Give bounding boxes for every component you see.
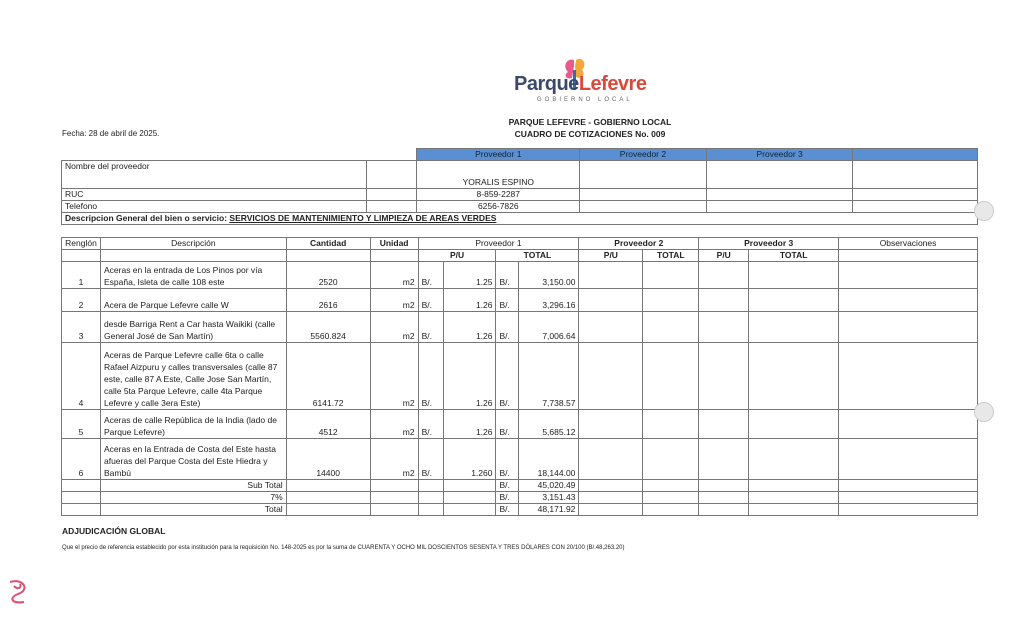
row-pu-currency: B/. (418, 289, 443, 312)
row-unit: m2 (370, 410, 418, 439)
blank-header (853, 149, 978, 161)
binder-hole (974, 402, 994, 422)
empty-cell (579, 343, 643, 410)
row-total-currency: B/. (496, 289, 519, 312)
col-proveedor2: Proveedor 2 (579, 238, 699, 250)
empty-cell (579, 439, 643, 480)
empty-cell (699, 262, 749, 289)
empty-cell (643, 410, 699, 439)
row-quantity: 5560.824 (286, 312, 370, 343)
signature-mark-icon (4, 576, 34, 608)
total-currency: B/. (496, 504, 519, 516)
row-total: 18,144.00 (519, 439, 579, 480)
empty-cell (839, 439, 978, 480)
row-description: desde Barriga Rent a Car hasta Waikiki (calle General José de San Martín) (100, 312, 286, 343)
subtotal-label: Sub Total (100, 480, 286, 492)
row-total: 7,006.64 (519, 312, 579, 343)
tax-label: 7% (100, 492, 286, 504)
row-quantity: 2616 (286, 289, 370, 312)
provider3-header: Proveedor 3 (706, 149, 853, 161)
row-pu-currency: B/. (418, 410, 443, 439)
empty-cell (749, 410, 839, 439)
telefono-label: Telefono (62, 201, 367, 213)
date-label: Fecha: 28 de abril de 2025. (62, 129, 160, 138)
ruc-label: RUC (62, 189, 367, 201)
col-p2-total: TOTAL (643, 250, 699, 262)
table-row (62, 262, 978, 289)
empty-cell (643, 439, 699, 480)
col-observaciones: Observaciones (839, 238, 978, 250)
empty-cell (579, 410, 643, 439)
table-row (62, 343, 978, 410)
row-pu-currency: B/. (418, 343, 443, 410)
row-total: 3,296.16 (519, 289, 579, 312)
total-value: 48,171.92 (519, 504, 579, 516)
empty-cell (643, 289, 699, 312)
row-quantity: 4512 (286, 410, 370, 439)
quotation-table (61, 237, 978, 516)
empty-cell (699, 312, 749, 343)
empty-cell (579, 262, 643, 289)
nombre-value: YORALIS ESPINO (417, 161, 580, 189)
row-unit-price: 1.26 (443, 343, 496, 410)
row-pu-currency: B/. (418, 262, 443, 289)
col-cantidad: Cantidad (286, 238, 370, 250)
description-label: Descripcion General del bien o servicio: (65, 213, 228, 223)
provider-info-table (61, 148, 978, 225)
col-unidad: Unidad (370, 238, 418, 250)
row-total: 3,150.00 (519, 262, 579, 289)
tax-value: 3,151.43 (519, 492, 579, 504)
row-unit: m2 (370, 312, 418, 343)
empty-cell (749, 312, 839, 343)
table-row (62, 312, 978, 343)
logo-name-part1: Parque (514, 73, 579, 95)
empty-cell (749, 289, 839, 312)
subtotal-value: 45,020.49 (519, 480, 579, 492)
col-p2-pu: P/U (579, 250, 643, 262)
row-unit: m2 (370, 289, 418, 312)
empty-cell (839, 343, 978, 410)
empty-cell (643, 312, 699, 343)
row-quantity: 6141.72 (286, 343, 370, 410)
empty-cell (839, 262, 978, 289)
row-number: 6 (62, 439, 101, 480)
row-unit: m2 (370, 439, 418, 480)
row-unit-price: 1.26 (443, 312, 496, 343)
logo-subtitle: GOBIERNO LOCAL (537, 97, 633, 103)
row-unit-price: 1.260 (443, 439, 496, 480)
subtotal-currency: B/. (496, 480, 519, 492)
empty-cell (749, 343, 839, 410)
quote-number: CUADRO DE COTIZACIONES No. 009 (514, 129, 666, 139)
empty-cell (699, 289, 749, 312)
empty-cell (839, 410, 978, 439)
row-number: 1 (62, 262, 101, 289)
empty-cell (643, 262, 699, 289)
nombre-label: Nombre del proveedor (62, 161, 367, 189)
row-number: 3 (62, 312, 101, 343)
row-description: Aceras de Parque Lefevre calle 6ta o calle Rafael Aizpuru y calles transversales (calle 87 este, calle 87 A Este, Calle Jose San Martín, calle 5ta Parque Lefevre, calle 4ta Parque Lefevre y calle 3era Este) (100, 343, 286, 410)
adjudicacion-heading: ADJUDICACIÓN GLOBAL (62, 526, 166, 536)
col-p3-pu: P/U (699, 250, 749, 262)
binder-hole (974, 201, 994, 221)
total-label: Total (100, 504, 286, 516)
col-proveedor1: Proveedor 1 (418, 238, 579, 250)
reference-price-note: Que el precio de referencia establecido por esta institución para la requisición No. 148-2025 es por la suma de CUARENTA Y OCHO MIL DOSCIENTOS SESENTA Y TRES DÓLARES CON 20/100 (B/.48,263.20) (62, 545, 625, 551)
row-number: 2 (62, 289, 101, 312)
row-unit: m2 (370, 262, 418, 289)
empty-cell (699, 439, 749, 480)
row-total: 5,685.12 (519, 410, 579, 439)
provider2-header: Proveedor 2 (580, 149, 707, 161)
empty-cell (839, 289, 978, 312)
row-pu-currency: B/. (418, 312, 443, 343)
document-title: PARQUE LEFEVRE - GOBIERNO LOCAL (508, 117, 672, 127)
row-total-currency: B/. (496, 343, 519, 410)
empty-cell (749, 439, 839, 480)
provider1-header: Proveedor 1 (417, 149, 580, 161)
row-total: 7,738.57 (519, 343, 579, 410)
row-unit-price: 1.25 (443, 262, 496, 289)
row-description: Aceras en la entrada de Los Pinos por vía España, Isleta de calle 108 este (100, 262, 286, 289)
row-description: Aceras en la Entrada de Costa del Este hasta afueras del Parque Costa del Este Hiedra y Bambú (100, 439, 286, 480)
col-proveedor3: Proveedor 3 (699, 238, 839, 250)
row-total-currency: B/. (496, 439, 519, 480)
col-renglon: Renglón (62, 238, 101, 250)
tax-currency: B/. (496, 492, 519, 504)
row-description: Aceras de calle República de la India (lado de Parque Lefevre) (100, 410, 286, 439)
ruc-value: 8-859-2287 (417, 189, 580, 201)
row-total-currency: B/. (496, 410, 519, 439)
row-number: 4 (62, 343, 101, 410)
row-description: Acera de Parque Lefevre calle W (100, 289, 286, 312)
empty-cell (579, 312, 643, 343)
row-unit-price: 1.26 (443, 289, 496, 312)
row-number: 5 (62, 410, 101, 439)
row-total-currency: B/. (496, 262, 519, 289)
row-quantity: 2520 (286, 262, 370, 289)
empty-cell (749, 262, 839, 289)
empty-cell (839, 312, 978, 343)
row-unit: m2 (370, 343, 418, 410)
col-p1-pu: P/U (418, 250, 496, 262)
col-p3-total: TOTAL (749, 250, 839, 262)
description-value: SERVICIOS DE MANTENIMIENTO Y LIMPIEZA DE AREAS VERDES (229, 213, 497, 223)
row-total-currency: B/. (496, 312, 519, 343)
table-row (62, 289, 978, 312)
row-pu-currency: B/. (418, 439, 443, 480)
logo-name-part2: Lefevre (578, 73, 647, 95)
table-row (62, 439, 978, 480)
col-descripcion: Descripción (100, 238, 286, 250)
empty-cell (643, 343, 699, 410)
empty-cell (699, 410, 749, 439)
row-quantity: 14400 (286, 439, 370, 480)
empty-cell (579, 289, 643, 312)
col-p1-total: TOTAL (496, 250, 579, 262)
table-row (62, 410, 978, 439)
empty-cell (699, 343, 749, 410)
row-unit-price: 1.26 (443, 410, 496, 439)
telefono-value: 6256-7826 (417, 201, 580, 213)
